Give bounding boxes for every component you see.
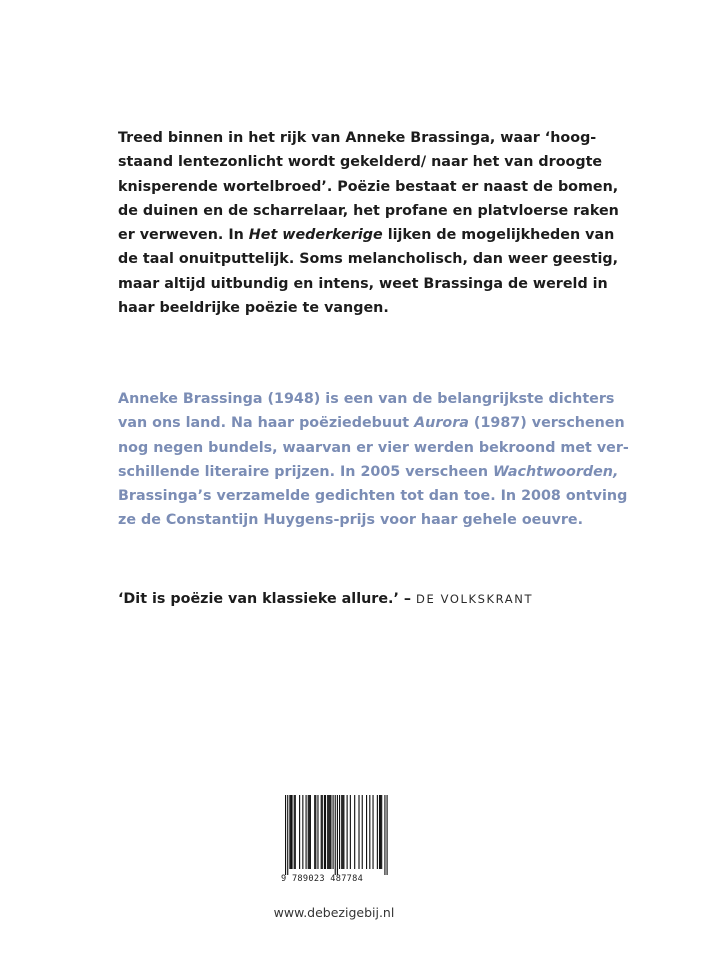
barcode-bar xyxy=(358,795,359,869)
book-title: Het wederkerige xyxy=(248,227,383,244)
blurb-line xyxy=(118,223,618,247)
barcode-bar xyxy=(342,795,343,869)
barcode-bar xyxy=(309,795,310,869)
barcode-bar xyxy=(339,795,340,869)
barcode-bar xyxy=(335,795,336,875)
blurb-line: de duinen en de scharrelaar, het profane en platvloerse raken xyxy=(118,202,619,219)
barcode-bar xyxy=(372,795,373,869)
barcode-bar xyxy=(289,795,290,869)
barcode-bar xyxy=(354,795,355,869)
publisher-website[interactable]: www.debezigebij.nl xyxy=(273,905,395,920)
isbn-barcode xyxy=(281,795,389,895)
blurb-line: haar beeldrijke poëzie te vangen. xyxy=(118,300,389,317)
bio-line: nog negen bundels, waarvan er vier werden bekroond met ver- xyxy=(118,439,629,456)
quote-text: ‘Dit is poëzie van klassieke allure.’ – xyxy=(118,591,412,607)
barcode-bar xyxy=(380,795,381,869)
blurb-line: Treed binnen in het rijk van Anneke Brassinga, waar ‘hoog- xyxy=(118,130,597,146)
barcode-bar xyxy=(287,795,288,875)
author-bio xyxy=(118,387,629,533)
barcode-bar xyxy=(343,795,344,869)
barcode-bar xyxy=(294,795,295,869)
barcode-bar xyxy=(330,795,331,869)
blurb-line: staand lentezonlicht wordt gekelderd/ naar het van droogte xyxy=(118,154,603,171)
barcode-bar xyxy=(310,795,311,869)
barcode-bar xyxy=(325,795,326,869)
barcode-bar xyxy=(369,795,370,869)
blurb-text: In xyxy=(228,227,244,244)
barcode-bar xyxy=(285,795,286,875)
barcode-bar xyxy=(384,795,385,875)
barcode-bar xyxy=(341,795,342,869)
debut-title: Aurora xyxy=(414,415,469,432)
barcode-bar xyxy=(328,795,329,869)
bio-line: Brassinga’s verzamelde gedichten tot dan toe. In 2008 ontving xyxy=(118,488,628,505)
barcode-bar xyxy=(387,795,388,875)
bio-text: (1987) verschenen xyxy=(473,415,625,432)
barcode-bar xyxy=(366,795,367,869)
barcode-bar xyxy=(321,795,322,869)
barcode-bar xyxy=(314,795,315,869)
barcode-bars xyxy=(281,795,389,875)
bio-line xyxy=(118,460,618,484)
barcode-bar xyxy=(377,795,378,869)
barcode-bar xyxy=(337,795,338,875)
barcode-bar xyxy=(291,795,292,869)
barcode-bar xyxy=(322,795,323,869)
quote-source: DE VOLKSKRANT xyxy=(416,592,534,606)
blurb-line: maar altijd uitbundig en intens, weet Brassinga de wereld in xyxy=(118,275,608,292)
barcode-bar xyxy=(324,795,325,869)
bio-line xyxy=(118,411,625,435)
blurb-paragraph xyxy=(118,126,618,320)
barcode-bar xyxy=(347,795,348,869)
bio-text: schillende literaire prijzen. In 2005 verscheen xyxy=(118,463,489,480)
blurb-line: knisperende wortelbroed’. Poëzie bestaat er naast de bomen, xyxy=(118,178,619,195)
barcode-bar xyxy=(306,795,307,869)
barcode-bar xyxy=(295,795,296,869)
bio-line: ze de Constantijn Huygens-prijs voor haar gehele oeuvre. xyxy=(118,512,584,529)
blurb-text: lijken de mogelijkheden van xyxy=(387,227,615,244)
barcode-bar xyxy=(315,795,316,869)
barcode-bar xyxy=(333,795,334,869)
barcode-bar xyxy=(308,795,309,869)
collected-title: Wachtwoorden, xyxy=(493,463,619,480)
barcode-bar xyxy=(290,795,291,869)
barcode-bar xyxy=(317,795,318,869)
blurb-text: er verweven. xyxy=(118,227,224,244)
barcode-bar xyxy=(302,795,303,869)
barcode-bar xyxy=(327,795,328,869)
isbn-number: 9 789023 487784 xyxy=(281,874,364,884)
barcode-bar xyxy=(329,795,330,869)
barcode-bar xyxy=(350,795,351,869)
review-quote xyxy=(118,587,618,611)
bio-text: van ons land. Na haar poëziedebuut xyxy=(118,415,410,432)
barcode-bar xyxy=(381,795,382,869)
barcode-bar xyxy=(379,795,380,869)
barcode-bar xyxy=(362,795,363,869)
bio-line: Anneke Brassinga (1948) is een van de belangrijkste dichters xyxy=(118,391,615,407)
barcode-bar xyxy=(299,795,300,869)
blurb-line: de taal onuitputtelijk. Soms melancholisch, dan weer geestig, xyxy=(118,251,619,268)
